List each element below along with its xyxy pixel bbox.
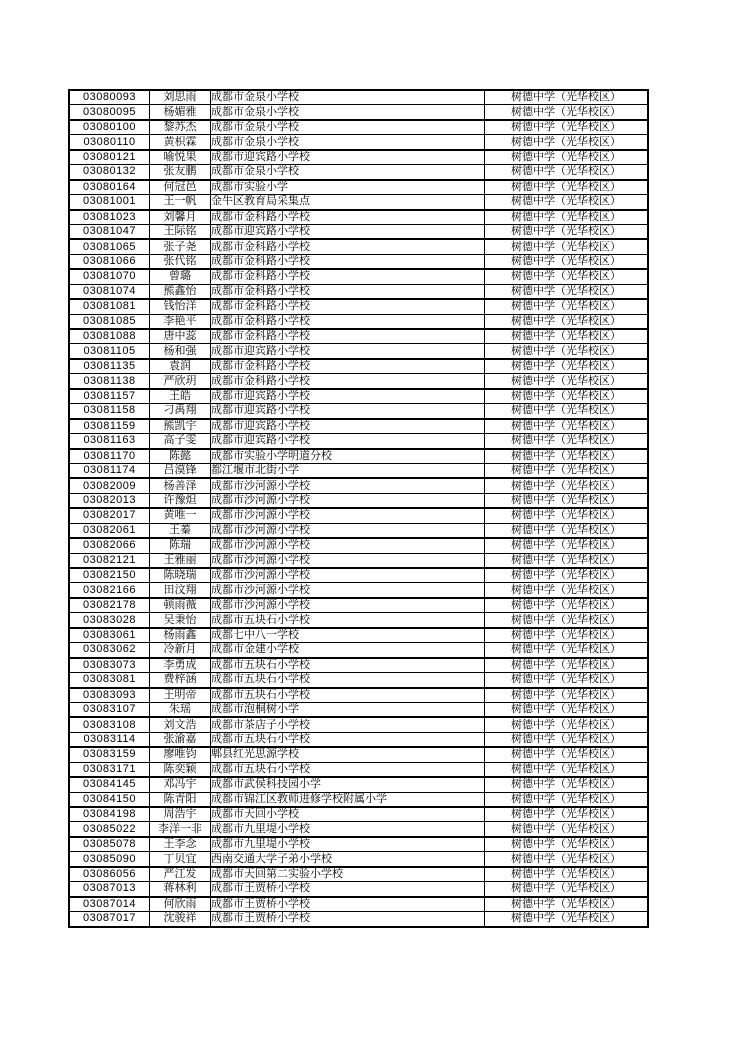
student-id-cell: 03084150 xyxy=(69,792,150,807)
primary-school-cell: 成都市天回第二实验小学校 xyxy=(211,867,485,882)
student-name-cell: 丁贝宜 xyxy=(150,852,211,867)
table-row xyxy=(69,269,648,284)
admitted-school-cell: 树德中学（光华校区） xyxy=(485,180,649,195)
student-name-cell: 钱怡洋 xyxy=(150,299,211,314)
student-name-cell: 严欣玥 xyxy=(150,374,211,389)
student-name-cell: 李艳平 xyxy=(150,314,211,329)
student-name-cell: 袁润 xyxy=(150,359,211,374)
table-row xyxy=(69,583,648,598)
student-id-cell: 03080100 xyxy=(69,120,150,135)
student-name-cell: 王皓 xyxy=(150,389,211,404)
admitted-school-cell: 树德中学（光华校区） xyxy=(485,150,649,165)
table-row xyxy=(69,822,648,837)
table-row xyxy=(69,449,648,464)
student-id-cell: 03081088 xyxy=(69,329,150,344)
student-id-cell: 03081170 xyxy=(69,449,150,464)
admitted-school-cell: 树德中学（光华校区） xyxy=(485,434,649,449)
table-row xyxy=(69,508,648,523)
student-name-cell: 喻悦果 xyxy=(150,150,211,165)
admitted-school-cell: 树德中学（光华校区） xyxy=(485,210,649,225)
primary-school-cell: 成都市沙河源小学校 xyxy=(211,508,485,523)
table-row xyxy=(69,329,648,344)
student-name-cell: 李勇成 xyxy=(150,658,211,673)
student-id-cell: 03084198 xyxy=(69,807,150,822)
student-roster-body xyxy=(69,90,648,927)
admitted-school-cell: 树德中学（光华校区） xyxy=(485,702,649,717)
student-id-cell: 03083061 xyxy=(69,628,150,643)
student-id-cell: 03081085 xyxy=(69,314,150,329)
primary-school-cell: 成都市茶店子小学校 xyxy=(211,717,485,732)
admitted-school-cell: 树德中学（光华校区） xyxy=(485,673,649,688)
student-id-cell: 03082066 xyxy=(69,538,150,553)
student-id-cell: 03083062 xyxy=(69,643,150,658)
admitted-school-cell: 树德中学（光华校区） xyxy=(485,852,649,867)
student-id-cell: 03080132 xyxy=(69,165,150,180)
admitted-school-cell: 树德中学（光华校区） xyxy=(485,404,649,419)
table-row xyxy=(69,150,648,165)
student-name-cell: 朱瑶 xyxy=(150,702,211,717)
student-name-cell: 沈骏祥 xyxy=(150,912,211,927)
primary-school-cell: 成都市五块石小学校 xyxy=(211,762,485,777)
student-name-cell: 王际铭 xyxy=(150,224,211,239)
student-id-cell: 03083159 xyxy=(69,747,150,762)
primary-school-cell: 成都市五块石小学校 xyxy=(211,732,485,747)
table-row xyxy=(69,882,648,897)
student-id-cell: 03081074 xyxy=(69,284,150,299)
table-row xyxy=(69,314,648,329)
student-name-cell: 王蓁 xyxy=(150,523,211,538)
primary-school-cell: 成都市锦江区教师进修学校附属小学 xyxy=(211,792,485,807)
table-row xyxy=(69,389,648,404)
primary-school-cell: 成都市天回小学校 xyxy=(211,807,485,822)
table-row xyxy=(69,105,648,120)
student-id-cell: 03085090 xyxy=(69,852,150,867)
student-name-cell: 邓冯宇 xyxy=(150,777,211,792)
student-name-cell: 张子尧 xyxy=(150,239,211,254)
student-name-cell: 曾璐 xyxy=(150,269,211,284)
admitted-school-cell: 树德中学（光华校区） xyxy=(485,269,649,284)
student-name-cell: 陈晓瑞 xyxy=(150,568,211,583)
table-row xyxy=(69,807,648,822)
table-row xyxy=(69,359,648,374)
admitted-school-cell: 树德中学（光华校区） xyxy=(485,254,649,269)
admitted-school-cell: 树德中学（光华校区） xyxy=(485,374,649,389)
student-name-cell: 王雅丽 xyxy=(150,553,211,568)
primary-school-cell: 成都市王贾桥小学校 xyxy=(211,882,485,897)
primary-school-cell: 成都市金泉小学校 xyxy=(211,90,485,105)
primary-school-cell: 成都市武侯科技园小学 xyxy=(211,777,485,792)
primary-school-cell: 成都市沙河源小学校 xyxy=(211,478,485,493)
student-id-cell: 03082150 xyxy=(69,568,150,583)
primary-school-cell: 成都市金科路小学校 xyxy=(211,299,485,314)
primary-school-cell: 成都市迎宾路小学校 xyxy=(211,150,485,165)
table-row xyxy=(69,553,648,568)
student-name-cell: 陈奕颖 xyxy=(150,762,211,777)
admitted-school-cell: 树德中学（光华校区） xyxy=(485,508,649,523)
table-row xyxy=(69,210,648,225)
student-id-cell: 03080121 xyxy=(69,150,150,165)
table-row xyxy=(69,613,648,628)
student-id-cell: 03084145 xyxy=(69,777,150,792)
primary-school-cell: 成都市迎宾路小学校 xyxy=(211,404,485,419)
admitted-school-cell: 树德中学（光华校区） xyxy=(485,792,649,807)
admitted-school-cell: 树德中学（光华校区） xyxy=(485,419,649,434)
primary-school-cell: 成都市沙河源小学校 xyxy=(211,538,485,553)
table-row xyxy=(69,195,648,210)
student-id-cell: 03083081 xyxy=(69,673,150,688)
admitted-school-cell: 树德中学（光华校区） xyxy=(485,628,649,643)
student-name-cell: 王李念 xyxy=(150,837,211,852)
primary-school-cell: 西南交通大学子弟小学校 xyxy=(211,852,485,867)
student-id-cell: 03082009 xyxy=(69,478,150,493)
table-row xyxy=(69,658,648,673)
admitted-school-cell: 树德中学（光华校区） xyxy=(485,329,649,344)
admitted-school-cell: 树德中学（光华校区） xyxy=(485,105,649,120)
admitted-school-cell: 树德中学（光华校区） xyxy=(485,867,649,882)
table-row xyxy=(69,180,648,195)
student-id-cell: 03081174 xyxy=(69,463,150,478)
primary-school-cell: 郫县红光思源学校 xyxy=(211,747,485,762)
primary-school-cell: 成都市金泉小学校 xyxy=(211,165,485,180)
student-id-cell: 03081001 xyxy=(69,195,150,210)
student-id-cell: 03085022 xyxy=(69,822,150,837)
primary-school-cell: 成都市沙河源小学校 xyxy=(211,568,485,583)
admitted-school-cell: 树德中学（光华校区） xyxy=(485,583,649,598)
table-row xyxy=(69,837,648,852)
primary-school-cell: 成都市金泉小学校 xyxy=(211,105,485,120)
student-name-cell: 严江发 xyxy=(150,867,211,882)
admitted-school-cell: 树德中学（光华校区） xyxy=(485,747,649,762)
primary-school-cell: 成都市迎宾路小学校 xyxy=(211,389,485,404)
student-id-cell: 03081066 xyxy=(69,254,150,269)
table-row xyxy=(69,284,648,299)
admitted-school-cell: 树德中学（光华校区） xyxy=(485,463,649,478)
primary-school-cell: 成都市王贾桥小学校 xyxy=(211,912,485,927)
student-roster-sheet xyxy=(68,89,649,928)
primary-school-cell: 成都市金科路小学校 xyxy=(211,359,485,374)
table-row xyxy=(69,165,648,180)
admitted-school-cell: 树德中学（光华校区） xyxy=(485,688,649,703)
student-name-cell: 何欣雨 xyxy=(150,897,211,912)
table-row xyxy=(69,135,648,150)
primary-school-cell: 成都市金科路小学校 xyxy=(211,269,485,284)
student-name-cell: 熊鑫怡 xyxy=(150,284,211,299)
student-name-cell: 冷新月 xyxy=(150,643,211,658)
table-row xyxy=(69,643,648,658)
admitted-school-cell: 树德中学（光华校区） xyxy=(485,807,649,822)
student-name-cell: 杨雨鑫 xyxy=(150,628,211,643)
admitted-school-cell: 树德中学（光华校区） xyxy=(485,299,649,314)
student-name-cell: 顿雨薇 xyxy=(150,598,211,613)
student-name-cell: 刘思雨 xyxy=(150,90,211,105)
student-id-cell: 03081163 xyxy=(69,434,150,449)
student-name-cell: 张渝嘉 xyxy=(150,732,211,747)
table-row xyxy=(69,747,648,762)
primary-school-cell: 成都市金科路小学校 xyxy=(211,254,485,269)
student-id-cell: 03080093 xyxy=(69,90,150,105)
student-name-cell: 张代铭 xyxy=(150,254,211,269)
student-id-cell: 03081065 xyxy=(69,239,150,254)
admitted-school-cell: 树德中学（光华校区） xyxy=(485,882,649,897)
admitted-school-cell: 树德中学（光华校区） xyxy=(485,568,649,583)
table-row xyxy=(69,688,648,703)
admitted-school-cell: 树德中学（光华校区） xyxy=(485,284,649,299)
table-row xyxy=(69,777,648,792)
primary-school-cell: 成都市金科路小学校 xyxy=(211,284,485,299)
admitted-school-cell: 树德中学（光华校区） xyxy=(485,449,649,464)
primary-school-cell: 成都市五块石小学校 xyxy=(211,658,485,673)
table-row xyxy=(69,254,648,269)
student-name-cell: 费梓涵 xyxy=(150,673,211,688)
admitted-school-cell: 树德中学（光华校区） xyxy=(485,478,649,493)
primary-school-cell: 成都市金科路小学校 xyxy=(211,210,485,225)
admitted-school-cell: 树德中学（光华校区） xyxy=(485,90,649,105)
student-id-cell: 03081081 xyxy=(69,299,150,314)
primary-school-cell: 成都市沙河源小学校 xyxy=(211,523,485,538)
student-id-cell: 03082017 xyxy=(69,508,150,523)
admitted-school-cell: 树德中学（光华校区） xyxy=(485,598,649,613)
student-name-cell: 黄唯一 xyxy=(150,508,211,523)
table-row xyxy=(69,897,648,912)
admitted-school-cell: 树德中学（光华校区） xyxy=(485,777,649,792)
table-row xyxy=(69,912,648,927)
primary-school-cell: 成都市九里堤小学校 xyxy=(211,837,485,852)
admitted-school-cell: 树德中学（光华校区） xyxy=(485,224,649,239)
primary-school-cell: 成都市金科路小学校 xyxy=(211,239,485,254)
student-id-cell: 03087013 xyxy=(69,882,150,897)
student-id-cell: 03083108 xyxy=(69,717,150,732)
table-row xyxy=(69,628,648,643)
student-id-cell: 03081138 xyxy=(69,374,150,389)
primary-school-cell: 成都市金建小学校 xyxy=(211,643,485,658)
primary-school-cell: 成都七中八一学校 xyxy=(211,628,485,643)
table-row xyxy=(69,299,648,314)
admitted-school-cell: 树德中学（光华校区） xyxy=(485,538,649,553)
admitted-school-cell: 树德中学（光华校区） xyxy=(485,643,649,658)
student-name-cell: 王一帆 xyxy=(150,195,211,210)
student-id-cell: 03081157 xyxy=(69,389,150,404)
student-id-cell: 03081159 xyxy=(69,419,150,434)
table-row xyxy=(69,404,648,419)
primary-school-cell: 成都市迎宾路小学校 xyxy=(211,344,485,359)
table-row xyxy=(69,673,648,688)
primary-school-cell: 成都市泡桐树小学 xyxy=(211,702,485,717)
student-id-cell: 03083073 xyxy=(69,658,150,673)
primary-school-cell: 成都市实验小学明道分校 xyxy=(211,449,485,464)
primary-school-cell: 成都市实验小学 xyxy=(211,180,485,195)
admitted-school-cell: 树德中学（光华校区） xyxy=(485,195,649,210)
student-name-cell: 杨媚雅 xyxy=(150,105,211,120)
admitted-school-cell: 树德中学（光华校区） xyxy=(485,837,649,852)
admitted-school-cell: 树德中学（光华校区） xyxy=(485,523,649,538)
student-id-cell: 03083107 xyxy=(69,702,150,717)
primary-school-cell: 成都市沙河源小学校 xyxy=(211,553,485,568)
student-name-cell: 何冠邑 xyxy=(150,180,211,195)
table-row xyxy=(69,344,648,359)
admitted-school-cell: 树德中学（光华校区） xyxy=(485,762,649,777)
table-row xyxy=(69,478,648,493)
table-row xyxy=(69,90,648,105)
primary-school-cell: 成都市迎宾路小学校 xyxy=(211,419,485,434)
student-name-cell: 田汶翔 xyxy=(150,583,211,598)
table-row xyxy=(69,434,648,449)
primary-school-cell: 成都市金泉小学校 xyxy=(211,135,485,150)
admitted-school-cell: 树德中学（光华校区） xyxy=(485,389,649,404)
primary-school-cell: 成都市王贾桥小学校 xyxy=(211,897,485,912)
table-row xyxy=(69,120,648,135)
primary-school-cell: 成都市沙河源小学校 xyxy=(211,493,485,508)
table-row xyxy=(69,717,648,732)
admitted-school-cell: 树德中学（光华校区） xyxy=(485,613,649,628)
admitted-school-cell: 树德中学（光华校区） xyxy=(485,553,649,568)
table-row xyxy=(69,762,648,777)
admitted-school-cell: 树德中学（光华校区） xyxy=(485,493,649,508)
primary-school-cell: 成都市沙河源小学校 xyxy=(211,583,485,598)
admitted-school-cell: 树德中学（光华校区） xyxy=(485,822,649,837)
student-name-cell: 陈懿 xyxy=(150,449,211,464)
table-row xyxy=(69,493,648,508)
student-id-cell: 03080110 xyxy=(69,135,150,150)
table-row xyxy=(69,224,648,239)
student-name-cell: 吴秉怡 xyxy=(150,613,211,628)
student-id-cell: 03086056 xyxy=(69,867,150,882)
table-row xyxy=(69,538,648,553)
admitted-school-cell: 树德中学（光华校区） xyxy=(485,344,649,359)
primary-school-cell: 成都市五块石小学校 xyxy=(211,613,485,628)
student-name-cell: 许豫炟 xyxy=(150,493,211,508)
table-row xyxy=(69,374,648,389)
student-name-cell: 高子雯 xyxy=(150,434,211,449)
primary-school-cell: 成都市迎宾路小学校 xyxy=(211,224,485,239)
admitted-school-cell: 树德中学（光华校区） xyxy=(485,658,649,673)
table-row xyxy=(69,568,648,583)
student-id-cell: 03081158 xyxy=(69,404,150,419)
student-id-cell: 03087017 xyxy=(69,912,150,927)
student-id-cell: 03080095 xyxy=(69,105,150,120)
student-id-cell: 03080164 xyxy=(69,180,150,195)
student-id-cell: 03085078 xyxy=(69,837,150,852)
primary-school-cell: 成都市金科路小学校 xyxy=(211,374,485,389)
table-row xyxy=(69,463,648,478)
student-id-cell: 03081023 xyxy=(69,210,150,225)
admitted-school-cell: 树德中学（光华校区） xyxy=(485,314,649,329)
table-row xyxy=(69,419,648,434)
table-row xyxy=(69,239,648,254)
table-row xyxy=(69,732,648,747)
admitted-school-cell: 树德中学（光华校区） xyxy=(485,912,649,927)
student-id-cell: 03081070 xyxy=(69,269,150,284)
student-name-cell: 黄枳霖 xyxy=(150,135,211,150)
admitted-school-cell: 树德中学（光华校区） xyxy=(485,135,649,150)
primary-school-cell: 成都市迎宾路小学校 xyxy=(211,434,485,449)
primary-school-cell: 都江堰市北街小学 xyxy=(211,463,485,478)
primary-school-cell: 成都市五块石小学校 xyxy=(211,688,485,703)
student-id-cell: 03082178 xyxy=(69,598,150,613)
student-id-cell: 03082166 xyxy=(69,583,150,598)
student-roster-table xyxy=(68,89,649,928)
student-id-cell: 03081105 xyxy=(69,344,150,359)
student-id-cell: 03083093 xyxy=(69,688,150,703)
admitted-school-cell: 树德中学（光华校区） xyxy=(485,732,649,747)
student-name-cell: 陈青阳 xyxy=(150,792,211,807)
student-id-cell: 03083028 xyxy=(69,613,150,628)
table-row xyxy=(69,792,648,807)
table-row xyxy=(69,867,648,882)
student-name-cell: 陈瑞 xyxy=(150,538,211,553)
table-row xyxy=(69,598,648,613)
admitted-school-cell: 树德中学（光华校区） xyxy=(485,717,649,732)
student-id-cell: 03081047 xyxy=(69,224,150,239)
student-id-cell: 03083171 xyxy=(69,762,150,777)
primary-school-cell: 成都市沙河源小学校 xyxy=(211,598,485,613)
admitted-school-cell: 树德中学（光华校区） xyxy=(485,165,649,180)
student-id-cell: 03087014 xyxy=(69,897,150,912)
student-name-cell: 吕漠锋 xyxy=(150,463,211,478)
student-name-cell: 王明帝 xyxy=(150,688,211,703)
student-name-cell: 蒋林利 xyxy=(150,882,211,897)
student-name-cell: 刁禹翔 xyxy=(150,404,211,419)
student-name-cell: 刘馨月 xyxy=(150,210,211,225)
primary-school-cell: 成都市金科路小学校 xyxy=(211,329,485,344)
admitted-school-cell: 树德中学（光华校区） xyxy=(485,120,649,135)
student-name-cell: 黎苏杰 xyxy=(150,120,211,135)
primary-school-cell: 成都市五块石小学校 xyxy=(211,673,485,688)
student-id-cell: 03083114 xyxy=(69,732,150,747)
student-id-cell: 03082121 xyxy=(69,553,150,568)
student-id-cell: 03082061 xyxy=(69,523,150,538)
admitted-school-cell: 树德中学（光华校区） xyxy=(485,359,649,374)
student-name-cell: 刘文浩 xyxy=(150,717,211,732)
primary-school-cell: 成都市九里堤小学校 xyxy=(211,822,485,837)
student-name-cell: 李洋一非 xyxy=(150,822,211,837)
admitted-school-cell: 树德中学（光华校区） xyxy=(485,239,649,254)
student-name-cell: 周浩宇 xyxy=(150,807,211,822)
student-name-cell: 熊凯宇 xyxy=(150,419,211,434)
student-name-cell: 杨和强 xyxy=(150,344,211,359)
student-name-cell: 张友鹏 xyxy=(150,165,211,180)
table-row xyxy=(69,702,648,717)
primary-school-cell: 成都市金科路小学校 xyxy=(211,314,485,329)
admitted-school-cell: 树德中学（光华校区） xyxy=(485,897,649,912)
table-row xyxy=(69,852,648,867)
student-name-cell: 廖唯钧 xyxy=(150,747,211,762)
student-name-cell: 唐中蕊 xyxy=(150,329,211,344)
student-name-cell: 杨善泽 xyxy=(150,478,211,493)
table-row xyxy=(69,523,648,538)
primary-school-cell: 成都市金泉小学校 xyxy=(211,120,485,135)
student-id-cell: 03081135 xyxy=(69,359,150,374)
primary-school-cell: 金牛区教育局采集点 xyxy=(211,195,485,210)
student-id-cell: 03082013 xyxy=(69,493,150,508)
